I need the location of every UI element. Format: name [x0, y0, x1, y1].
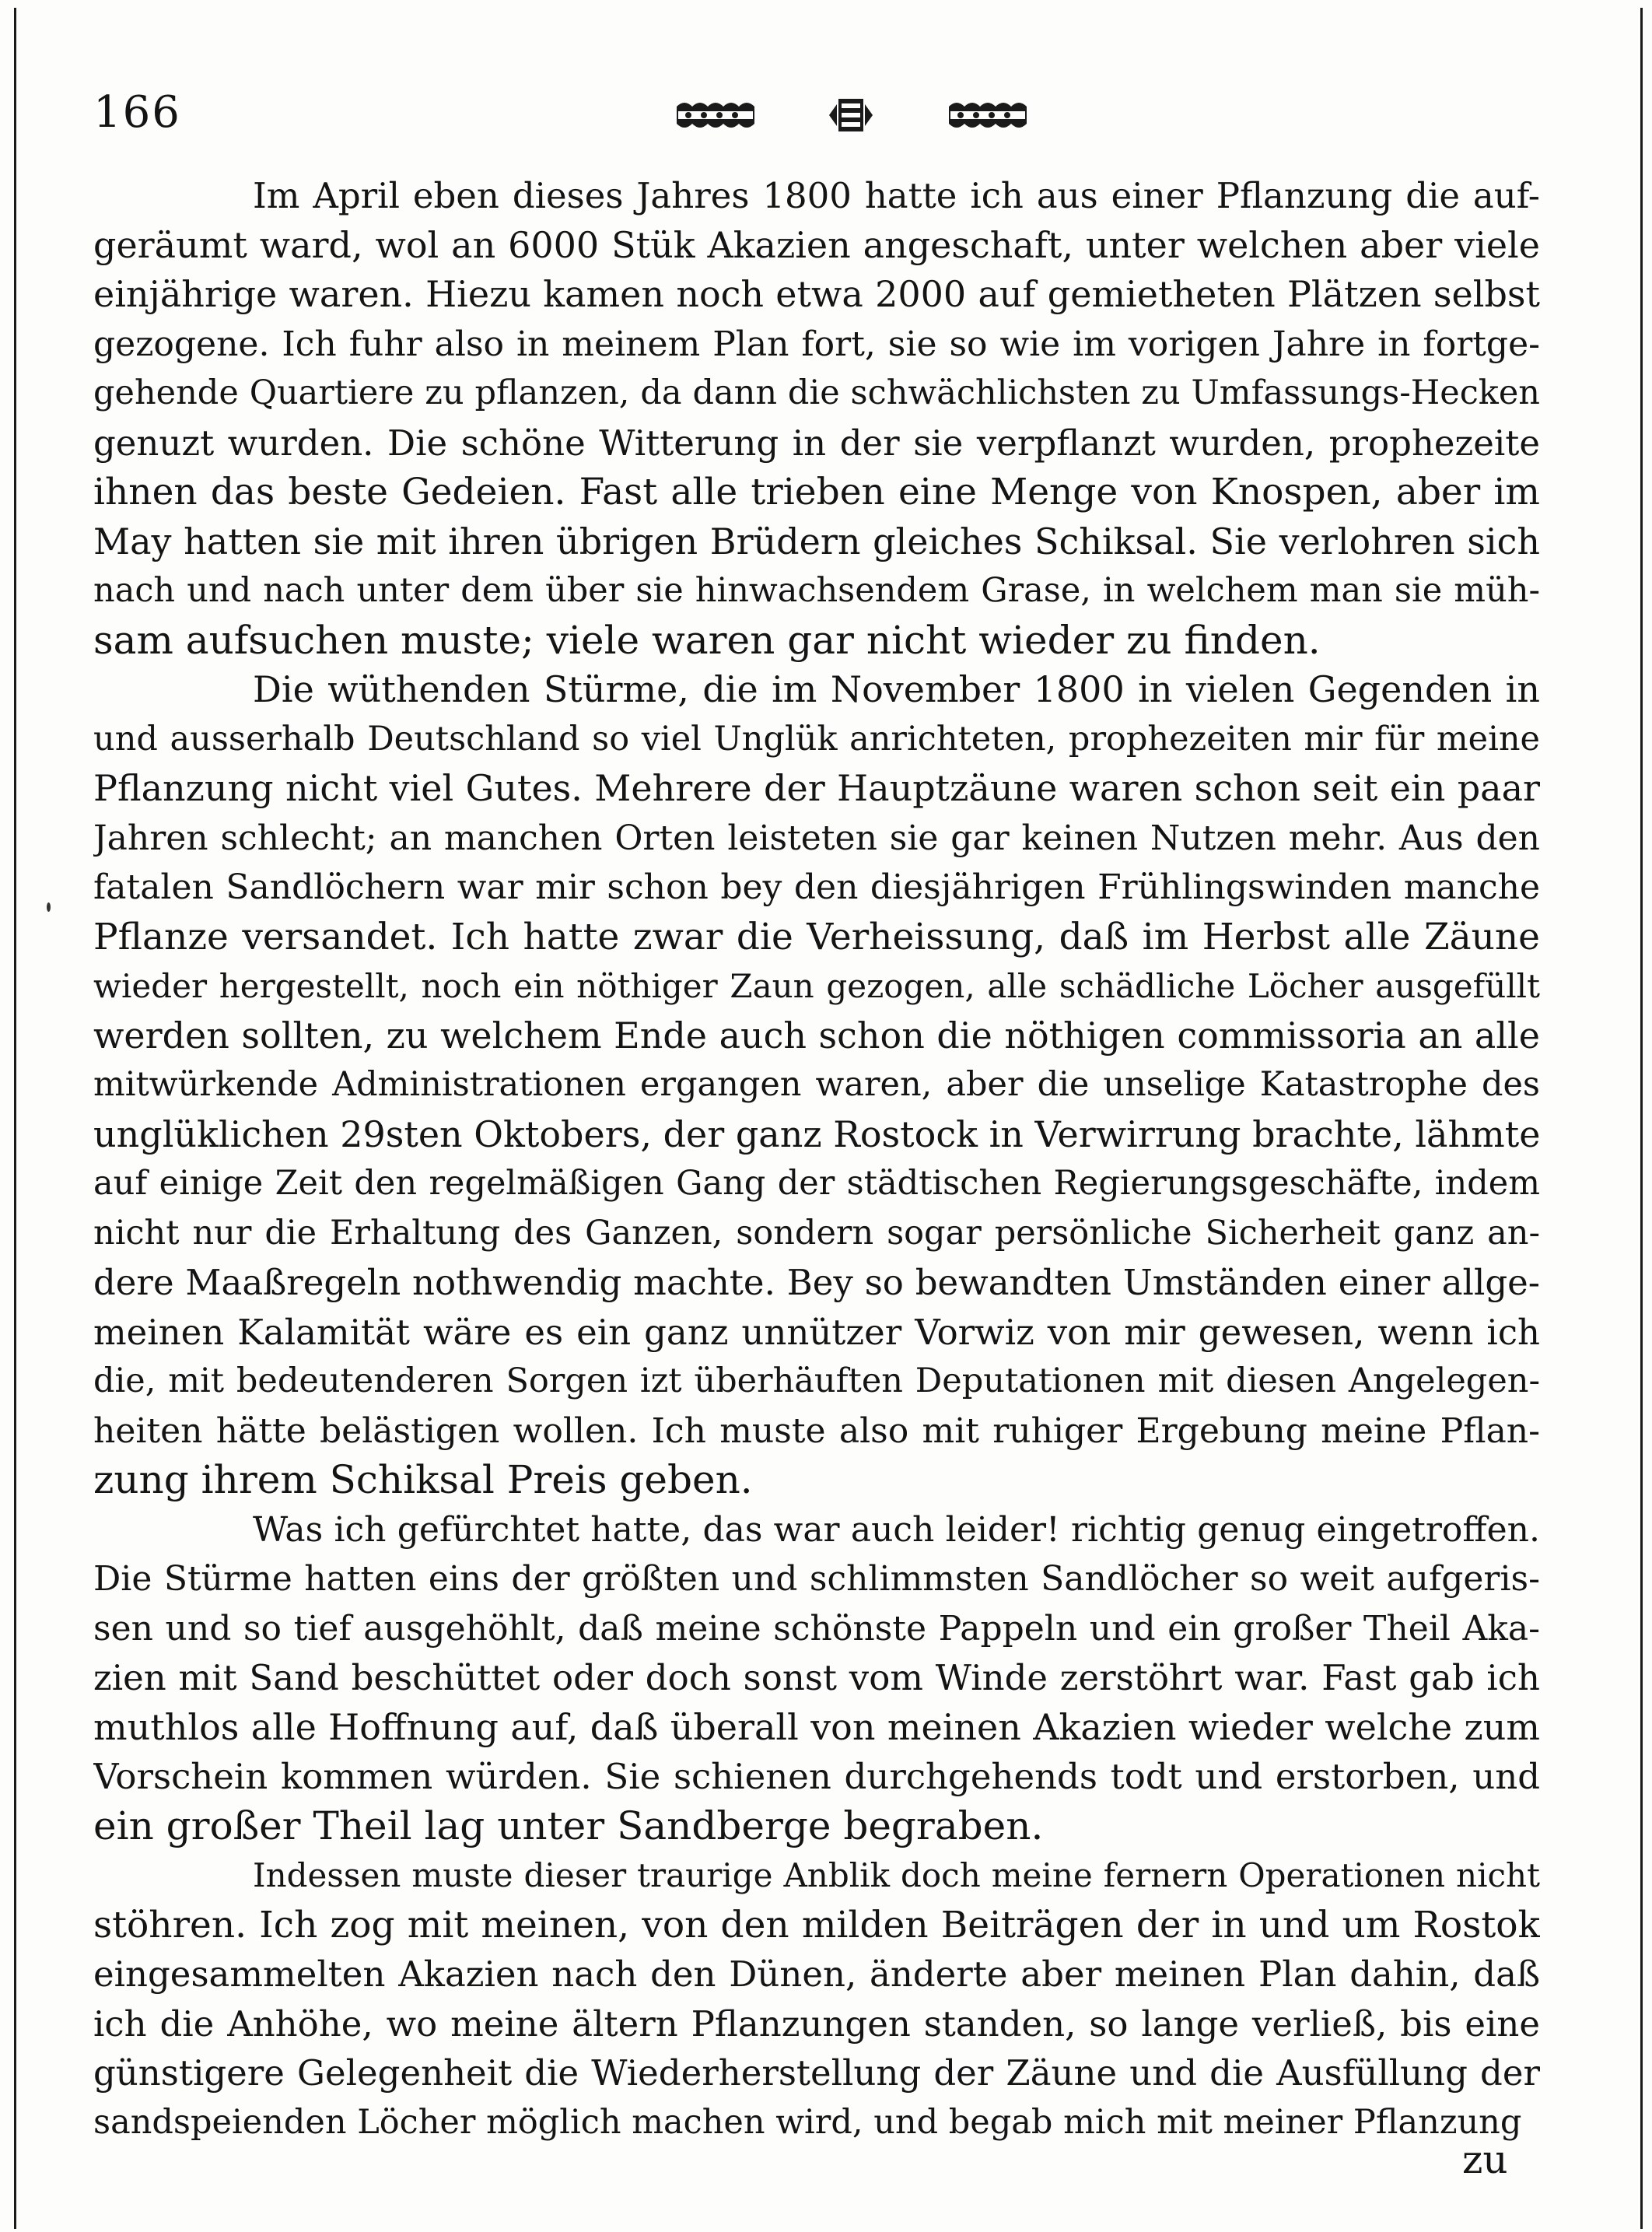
paragraph	[93, 171, 1540, 665]
text-line: zien mit Sand beschüttet oder doch sonst vom Winde zerstöhrt war. Fast gab ich	[93, 1657, 1540, 1698]
text-line: einjährige waren. Hiezu kamen noch etwa 2000 auf gemietheten Plätzen selbst	[93, 273, 1540, 315]
body-text	[93, 171, 1540, 2147]
text-line: auf einige Zeit den regelmäßigen Gang der städtischen Regierungsgeschäfte, indem	[93, 1164, 1540, 1203]
header-ornament-icon	[591, 96, 1136, 135]
paragraph	[93, 1505, 1540, 1852]
paragraph	[93, 1851, 1540, 2147]
text-line: Vorschein kommen würden. Sie schienen durchgehends todt und erstorben, und	[93, 1756, 1540, 1797]
text-line: Was ich gefürchtet hatte, das war auch leider! richtig genug eingetroffen.	[253, 1509, 1540, 1550]
text-line: unglüklichen 29sten Oktobers, der ganz Rostock in Verwirrung brachte, lähmte	[93, 1112, 1540, 1155]
text-line: heiten hätte belästigen wollen. Ich muste also mit ruhiger Ergebung meine Pflan-	[93, 1410, 1540, 1451]
page-edge-right	[1640, 8, 1643, 2229]
text-line: ihnen das beste Gedeien. Fast alle trieben eine Menge von Knospen, aber im	[93, 471, 1540, 513]
paragraph	[93, 665, 1540, 1505]
text-line: nicht nur die Erhaltung des Ganzen, sondern sogar persönliche Sicherheit ganz an-	[93, 1213, 1540, 1253]
text-line: die, mit bedeutenderen Sorgen izt überhäuften Deputationen mit diesen Angelegen-	[93, 1361, 1540, 1400]
text-line: Pflanzung nicht viel Gutes. Mehrere der Hauptzäune waren schon seit ein paar	[93, 767, 1540, 809]
text-line: werden sollten, zu welchem Ende auch schon die nöthigen commissoria an alle	[93, 1014, 1540, 1056]
ink-speck	[47, 902, 51, 912]
text-line: Jahren schlecht; an manchen Orten leisteten sie gar keinen Nutzen mehr. Aus den	[93, 818, 1540, 858]
text-line: gehende Quartiere zu pflanzen, da dann die schwächlichsten zu Umfassungs-Hecken	[93, 373, 1540, 412]
text-line: Die Stürme hatten eins der größten und schlimmsten Sandlöcher so weit aufgeris-	[93, 1559, 1540, 1599]
text-line: May hatten sie mit ihren übrigen Brüdern gleiches Schiksal. Sie verlohren sich	[93, 520, 1540, 562]
text-line: Pflanze versandet. Ich hatte zwar die Verheissung, daß im Herbst alle Zäune	[93, 915, 1540, 958]
text-line: fatalen Sandlöchern war mir schon bey den diesjährigen Frühlingswinden manche	[93, 867, 1540, 907]
text-line: Indessen muste dieser traurige Anblik doch meine fernern Operationen nicht	[253, 1856, 1540, 1894]
text-line: genuzt wurden. Die schöne Witterung in der sie verpflanzt wurden, prophezeite	[93, 422, 1540, 464]
text-line: Die wüthenden Stürme, die im November 1800 in vielen Gegenden in	[253, 668, 1540, 710]
text-line: nach und nach unter dem über sie hinwachsendem Grase, in welchem man sie müh-	[93, 571, 1540, 610]
page-number: 166	[93, 87, 181, 138]
text-line: und ausserhalb Deutschland so viel Unglük anrichteten, prophezeiten mir für meine	[93, 719, 1540, 759]
text-line: mitwürkende Administrationen ergangen waren, aber die unselige Katastrophe des	[93, 1065, 1540, 1104]
text-line: sandspeienden Löcher möglich machen wird, und begab mich mit meiner Pflanzung	[93, 2102, 1522, 2142]
text-line: eingesammelten Akazien nach den Dünen, änderte aber meinen Plan dahin, daß	[93, 1953, 1540, 1995]
text-line: sen und so tief ausgehöhlt, daß meine schönste Pappeln und ein großer Theil Aka-	[93, 1608, 1540, 1649]
text-line: Im April eben dieses Jahres 1800 hatte ich aus einer Pflanzung die auf-	[253, 175, 1540, 216]
page-edge-left	[14, 8, 16, 2229]
text-line: stöhren. Ich zog mit meinen, von den milden Beiträgen der in und um Rostok	[93, 1903, 1540, 1946]
text-line: günstigere Gelegenheit die Wiederherstellung der Zäune und die Ausfüllung der	[93, 2052, 1540, 2094]
running-header	[93, 82, 1540, 144]
text-line: ein großer Theil lag unter Sandberge begraben.	[93, 1803, 1044, 1848]
catchword: zu	[1462, 2137, 1508, 2182]
text-line: zung ihrem Schiksal Preis geben.	[93, 1457, 753, 1502]
text-line: ich die Anhöhe, wo meine ältern Pflanzungen standen, so lange verließ, bis eine	[93, 2002, 1540, 2045]
text-line: wieder hergestellt, noch ein nöthiger Zaun gezogen, alle schädliche Löcher ausgefüllt	[93, 967, 1540, 1005]
text-line: meinen Kalamität wäre es ein ganz unnützer Vorwiz von mir gewesen, wenn ich	[93, 1311, 1540, 1353]
text-line: dere Maaßregeln nothwendig machte. Bey so bewandten Umständen einer allge-	[93, 1262, 1540, 1303]
text-line: gezogene. Ich fuhr also in meinem Plan fort, sie so wie im vorigen Jahre in fortge-	[93, 324, 1540, 364]
text-line: geräumt ward, wol an 6000 Stük Akazien angeschaft, unter welchen aber viele	[93, 223, 1540, 266]
text-line: muthlos alle Hoffnung auf, daß überall von meinen Akazien wieder welche zum	[93, 1705, 1540, 1748]
text-line: sam aufsuchen muste; viele waren gar nicht wieder zu finden.	[93, 617, 1321, 663]
